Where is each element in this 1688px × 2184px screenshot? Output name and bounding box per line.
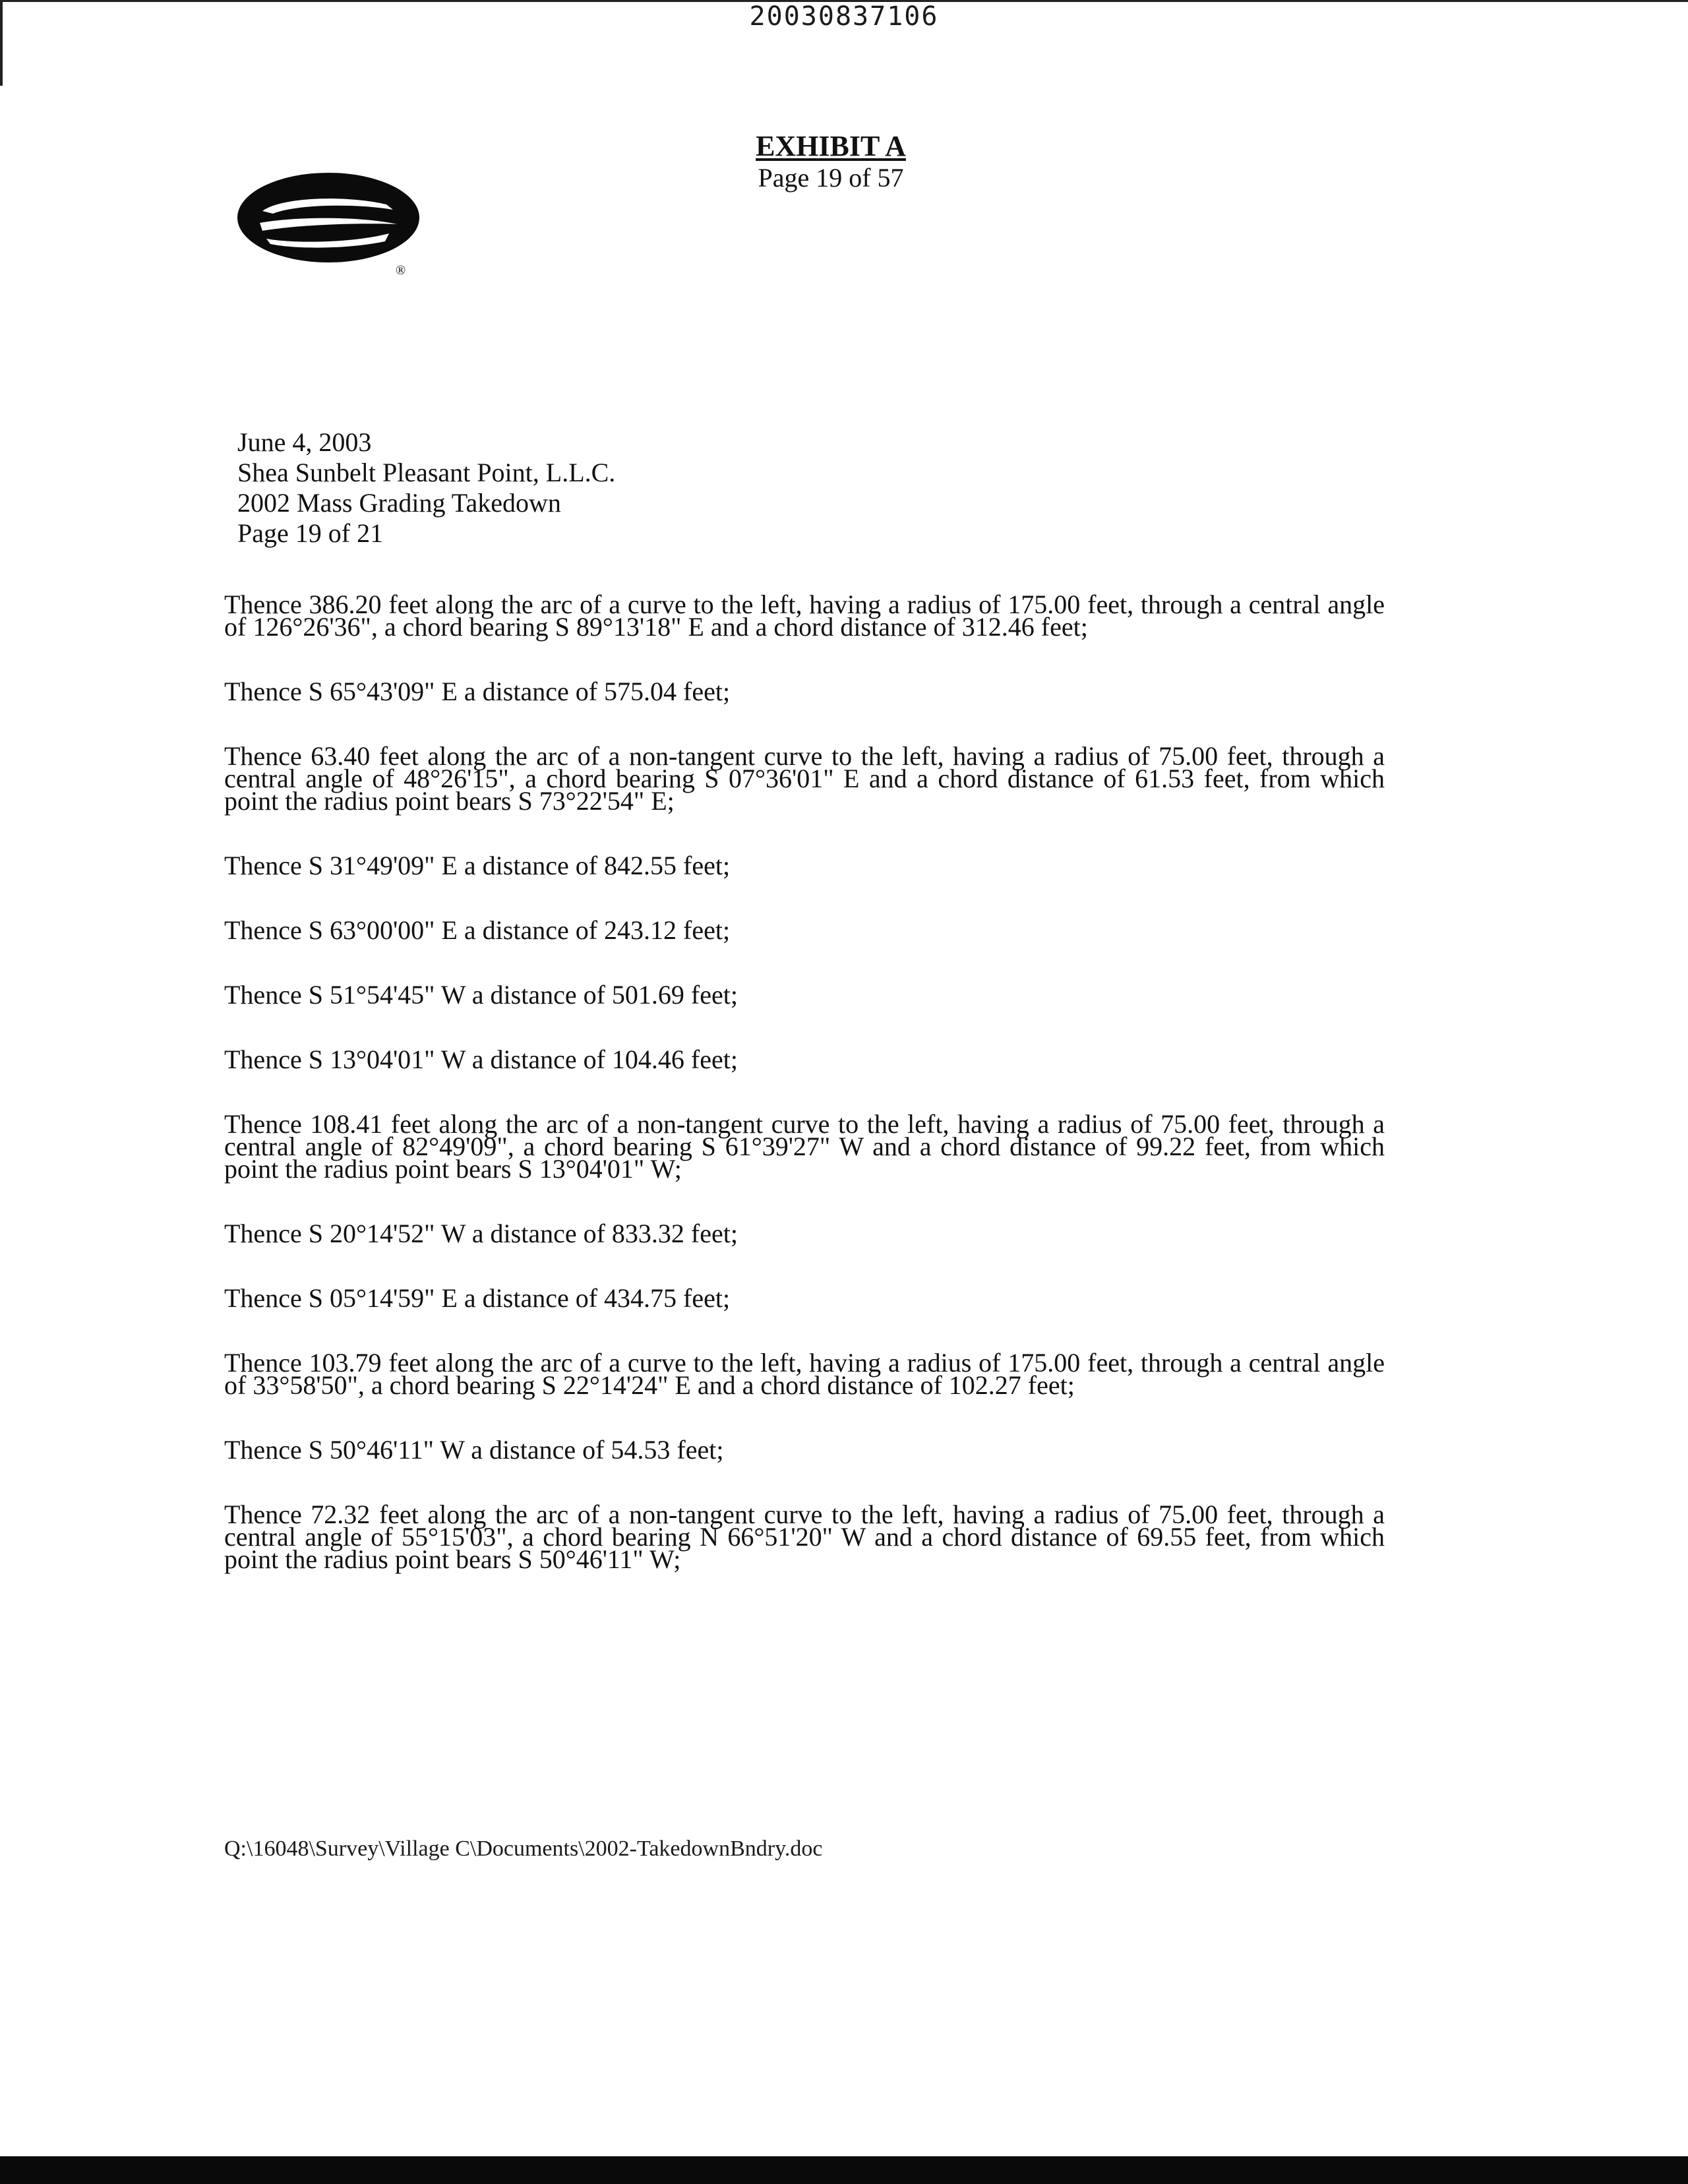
course-paragraph: Thence 103.79 feet along the arc of a curve to the left, having a radius of 175.00 feet, through a central angle of 33°58'50", a chord bearing S 22°14'24" E and a chord distance of 102.27 feet; xyxy=(224,1348,1385,1400)
letter-page-number: Page 19 of 21 xyxy=(237,518,384,548)
course-paragraph: Thence S 50°46'11" W a distance of 54.53 feet; xyxy=(224,1435,724,1465)
course-paragraph: Thence 72.32 feet along the arc of a non-tangent curve to the left, having a radius of 75.00 feet, through a central angle of 55°15'03", a chord bearing N 66°51'20" W and a chord distance of 69.55 feet, from which point the radius point bears S 50°46'11" W; xyxy=(224,1500,1385,1574)
course-paragraph: Thence S 51°54'45" W a distance of 501.69 feet; xyxy=(224,980,738,1010)
project-name: 2002 Mass Grading Takedown xyxy=(237,488,561,518)
exhibit-page-number: Page 19 of 57 xyxy=(758,163,904,193)
course-paragraph: Thence S 05°14'59" E a distance of 434.75 feet; xyxy=(224,1283,731,1313)
document-number: 20030837106 xyxy=(749,1,939,32)
course-paragraph: Thence S 65°43'09" E a distance of 575.04 feet; xyxy=(224,677,731,706)
course-paragraph: Thence S 31°49'09" E a distance of 842.55 feet; xyxy=(224,851,731,880)
course-paragraph: Thence 108.41 feet along the arc of a non-tangent curve to the left, having a radius of 75.00 feet, through a central angle of 82°49'09", a chord bearing S 61°39'27" W and a chord distance of 99.22 feet, from which point the radius point bears S 13°04'01" W; xyxy=(224,1109,1385,1184)
course-paragraph: Thence S 20°14'52" W a distance of 833.32 feet; xyxy=(224,1219,738,1248)
exhibit-heading xyxy=(752,129,910,193)
course-paragraph: Thence S 13°04'01" W a distance of 104.46 feet; xyxy=(224,1045,738,1074)
boundary-description xyxy=(224,590,1385,1613)
file-path-footer: Q:\16048\Survey\Village C\Documents\2002-TakedownBndry.doc xyxy=(224,1836,823,1861)
scan-bottom-edge xyxy=(0,2156,1688,2184)
course-paragraph: Thence 63.40 feet along the arc of a non-tangent curve to the left, having a radius of 75.00 feet, through a central angle of 48°26'15", a chord bearing S 07°36'01" E and a chord distance of 61.53 feet, from which point the radius point bears S 73°22'54" E; xyxy=(224,741,1385,816)
shea-s-logo-icon xyxy=(236,170,421,276)
course-paragraph: Thence 386.20 feet along the arc of a curve to the left, having a radius of 175.00 feet, through a central angle of 126°26'36", a chord bearing S 89°13'18" E and a chord distance of 312.46 feet; xyxy=(224,590,1385,642)
registered-mark: ® xyxy=(396,263,406,276)
company-name: Shea Sunbelt Pleasant Point, L.L.C. xyxy=(237,458,616,487)
exhibit-title: EXHIBIT A xyxy=(756,130,906,162)
letter-date: June 4, 2003 xyxy=(237,427,372,457)
course-paragraph: Thence S 63°00'00" E a distance of 243.12 feet; xyxy=(224,915,731,945)
letter-header xyxy=(237,427,831,549)
